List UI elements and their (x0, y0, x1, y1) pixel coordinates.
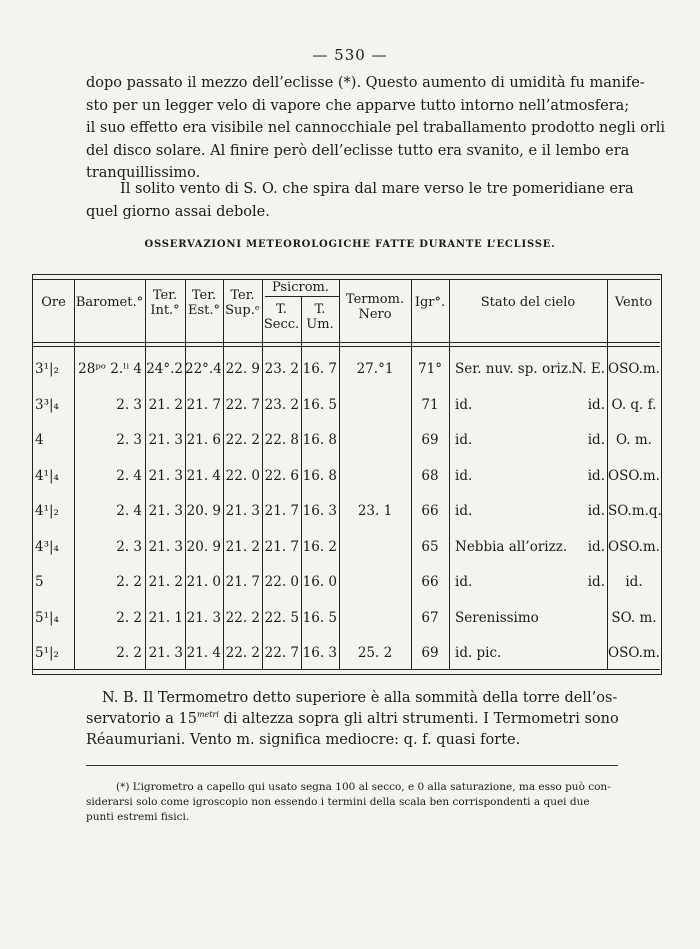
cell-barometro: 2. 4 (116, 467, 142, 484)
cell-stato-cielo: Ser. nuv. sp. oriz. (455, 361, 573, 377)
header-vento: Vento (614, 295, 653, 310)
cell-igrometro: 67 (421, 609, 439, 626)
col-rule (339, 279, 340, 669)
cell-stato-extra: id. (587, 396, 605, 413)
wind-paragraph (86, 178, 634, 223)
header-t-secc: T. Secc. (263, 302, 300, 332)
cell-termom-nero: 27.°1 (356, 361, 394, 377)
cell-igrometro: 71° (418, 361, 442, 377)
psicrom-rule (265, 296, 339, 297)
cell-vento: OSO.m. (608, 645, 660, 661)
cell-ore: 4³|₄ (35, 538, 59, 555)
cell-termom-nero: 23. 1 (357, 503, 393, 519)
cell-ore: 4 (35, 432, 44, 448)
cell-vento: OSO.m. (608, 361, 660, 377)
header-rule-2 (33, 346, 660, 347)
cell-stato-cielo: id. pic. (455, 645, 502, 661)
page-number: — 530 — (312, 46, 388, 64)
cell-stato-extra: id. (587, 432, 605, 448)
header-stato-cielo: Stato del cielo (480, 295, 576, 310)
cell-ter-int: 21. 2 (148, 574, 183, 590)
note-line: Réaumuriani. Vento m. significa mediocre: q. f. quasi forte. (86, 732, 521, 748)
footnote-line: siderarsi solo come igroscopio non essendo i termini della scala ben corrispondenti a quei due (86, 796, 590, 808)
cell-ter-est: 21. 4 (186, 645, 221, 661)
cell-ter-sup: 22. 2 (225, 609, 260, 626)
text-line: dopo passato il mezzo dell’eclisse (*). Questo aumento di umidità fu manife- (86, 75, 645, 91)
header-ore: Ore (41, 295, 66, 310)
cell-t-um: 16. 5 (302, 396, 337, 413)
header-termom-nero: Termom. Nero (345, 292, 405, 322)
cell-t-secc: 23. 2 (264, 396, 299, 413)
cell-ter-int: 21. 3 (148, 645, 183, 661)
note-line: N. B. Il Termometro detto superiore è alla sommità della torre dell’os- (102, 690, 618, 706)
cell-ter-int: 24°.2 (146, 361, 183, 377)
text-line: Il solito vento di S. O. che spira dal mare verso le tre pomeridiane era (120, 181, 634, 197)
cell-ter-sup: 22. 2 (225, 645, 260, 661)
text-line: sto per un legger velo di vapore che apparve tutto intorno nell’atmosfera; (86, 97, 630, 114)
cell-ter-est: 21. 4 (186, 467, 221, 484)
cell-stato-extra: id. (587, 503, 605, 519)
cell-t-um: 16. 3 (302, 645, 337, 661)
cell-stato-cielo: id. (455, 396, 473, 413)
cell-ter-est: 21. 6 (186, 432, 221, 448)
table-title: OSSERVAZIONI METEOROLOGICHE FATTE DURANTE L’ECLISSE. (144, 239, 556, 250)
header-ter-sup: Ter. Sup.ᵉ (225, 288, 260, 318)
footnote-rule (86, 765, 618, 766)
cell-barometro: 2. 3 (116, 396, 142, 413)
footnote (86, 780, 618, 825)
header-psicrom: Psicrom. (271, 280, 329, 295)
cell-igrometro: 66 (421, 574, 439, 590)
observations-table (32, 274, 662, 675)
cell-vento: O. q. f. (611, 396, 657, 413)
cell-igrometro: 69 (421, 645, 439, 661)
cell-t-secc: 22. 5 (264, 609, 299, 626)
cell-stato-extra: N. E. (571, 361, 605, 377)
header-igrometro: Igr°. (414, 295, 446, 310)
cell-ter-int: 21. 3 (148, 503, 183, 519)
cell-t-secc: 22. 6 (264, 467, 299, 484)
cell-ore: 3¹|₂ (35, 361, 59, 377)
cell-ter-sup: 21. 7 (225, 574, 260, 590)
cell-stato-cielo: id. (455, 503, 473, 519)
cell-stato-cielo: Serenissimo (455, 609, 539, 626)
footnote-line: (*) L’igrometro a capello qui usato segna 100 al secco, e 0 alla saturazione, ma esso può con- (116, 781, 611, 793)
cell-ter-est: 20. 9 (186, 538, 221, 555)
cell-igrometro: 68 (421, 467, 439, 484)
cell-igrometro: 65 (421, 538, 439, 555)
cell-ter-sup: 21. 2 (225, 538, 260, 555)
cell-t-um: 16. 0 (302, 574, 337, 590)
cell-ore: 5 (35, 574, 44, 590)
header-barometro: Baromet.° (75, 295, 144, 310)
cell-ore: 5¹|₄ (35, 609, 59, 626)
cell-t-secc: 21. 7 (264, 503, 299, 519)
cell-ter-int: 21. 3 (148, 538, 183, 555)
header-ter-int: Ter. Int.° (150, 288, 180, 318)
cell-vento: SO.m.q. (608, 503, 662, 519)
cell-igrometro: 69 (421, 432, 439, 448)
cell-t-um: 16. 7 (302, 361, 337, 377)
cell-stato-cielo: id. (455, 432, 473, 448)
cell-t-secc: 22. 7 (264, 645, 299, 661)
cell-ter-int: 21. 3 (148, 467, 183, 484)
cell-t-um: 16. 5 (302, 609, 337, 626)
cell-ter-est: 21. 0 (186, 574, 221, 590)
cell-stato-cielo: id. (455, 467, 473, 484)
cell-ter-int: 21. 2 (148, 396, 183, 413)
cell-stato-cielo: id. (455, 574, 473, 590)
text-line: tranquillissimo. (86, 165, 201, 181)
text-line: quel giorno assai debole. (86, 203, 270, 220)
cell-t-secc: 22. 8 (264, 432, 299, 448)
cell-ter-est: 20. 9 (186, 503, 221, 519)
cell-stato-extra: id. (587, 467, 605, 484)
cell-barometro: 2. 2 (116, 645, 142, 661)
cell-ter-est: 22°.4 (185, 361, 222, 377)
cell-vento: SO. m. (611, 609, 657, 626)
note-line: servatorio a $15^{metri}$ di altezza sopra gli altri strumenti. I Termometri sono (86, 710, 619, 727)
cell-ter-sup: 21. 3 (225, 503, 260, 519)
cell-t-um: 16. 8 (302, 467, 337, 484)
cell-t-um: 16. 3 (302, 503, 337, 519)
cell-ore: 4¹|₄ (35, 467, 59, 484)
cell-ter-int: 21. 3 (148, 432, 183, 448)
cell-stato-cielo: Nebbia all’orizz. (455, 538, 568, 555)
cell-ter-sup: 22. 7 (225, 396, 260, 413)
cell-ter-sup: 22. 2 (225, 432, 260, 448)
text-line: il suo effetto era visibile nel cannocchiale pel traballamento prodotto negli orli (86, 120, 666, 136)
cell-barometro: 2. 2 (116, 574, 142, 590)
cell-vento: id. (625, 574, 643, 590)
cell-vento: OSO.m. (608, 467, 660, 484)
header-rule (33, 342, 660, 343)
cell-stato-extra: id. (587, 538, 605, 555)
cell-ore: 5¹|₂ (35, 645, 59, 661)
cell-vento: OSO.m. (608, 538, 660, 555)
cell-ter-est: 21. 7 (186, 396, 221, 413)
header-t-um: T. Um. (306, 302, 334, 332)
cell-barometro: 2. 3 (116, 432, 142, 448)
cell-t-secc: 21. 7 (264, 538, 299, 555)
footnote-line: punti estremi fisici. (86, 811, 190, 823)
table-top-rule (33, 279, 660, 280)
cell-igrometro: 66 (421, 503, 439, 519)
header-ter-est: Ter. Est.° (187, 288, 221, 318)
text-line: del disco solare. Al finire però dell’eclisse tutto era svanito, e il lembo era (86, 142, 630, 159)
cell-igrometro: 71 (421, 396, 439, 413)
cell-t-secc: 22. 0 (264, 574, 299, 590)
cell-t-secc: 23. 2 (264, 361, 299, 377)
nb-note (86, 688, 618, 751)
cell-t-um: 16. 2 (302, 538, 337, 555)
cell-barometro: 2. 3 (116, 538, 142, 555)
col-rule (449, 279, 450, 669)
cell-vento: O. m. (616, 432, 652, 448)
cell-termom-nero: 25. 2 (357, 645, 393, 661)
cell-t-um: 16. 8 (302, 432, 337, 448)
cell-stato-extra: id. (587, 574, 605, 590)
cell-barometro: 2. 2 (116, 609, 142, 626)
cell-ter-sup: 22. 0 (225, 467, 260, 484)
table-bottom-rule (33, 669, 660, 670)
cell-barometro: 28ᵖᵒ 2.ˡⁱ 4 (78, 361, 142, 377)
cell-ter-est: 21. 3 (186, 609, 221, 626)
intro-paragraph (86, 72, 666, 185)
cell-ter-int: 21. 1 (148, 609, 183, 626)
cell-ore: 4¹|₂ (35, 503, 59, 519)
cell-barometro: 2. 4 (116, 503, 142, 519)
cell-ter-sup: 22. 9 (225, 361, 260, 377)
cell-ore: 3³|₄ (35, 396, 59, 413)
